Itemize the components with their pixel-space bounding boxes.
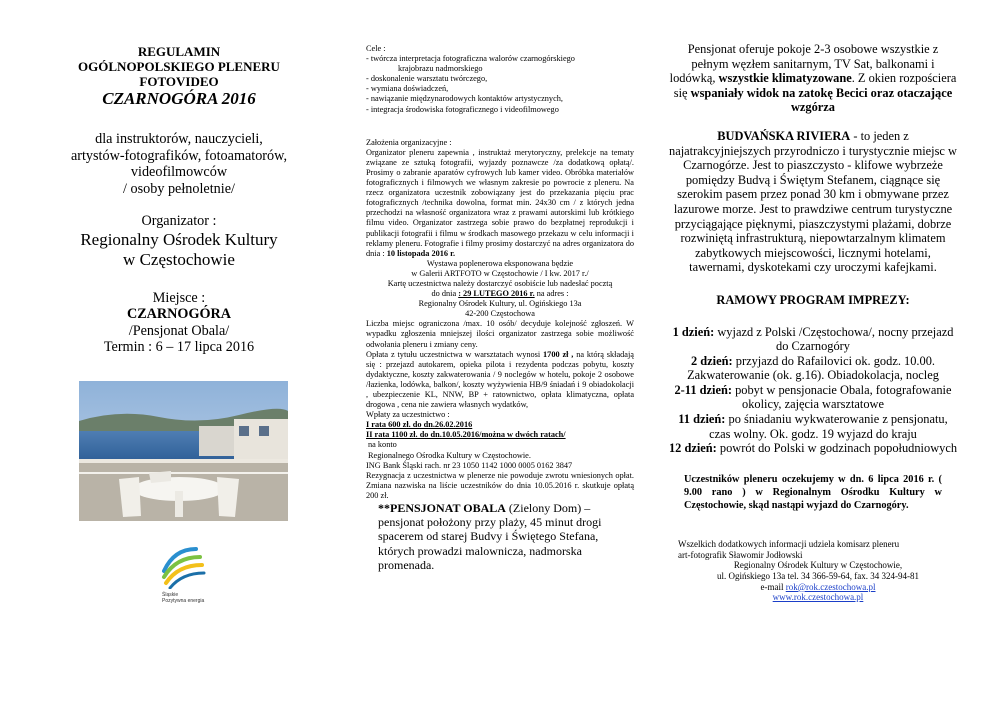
program-day: [668, 325, 958, 354]
day-label: 2 dzień:: [691, 353, 733, 368]
goals-label: Cele :: [366, 44, 386, 53]
contact-line-1: Wszelkich dodatkowych informacji udziela komisarz pleneru: [678, 538, 900, 549]
program-day: [668, 412, 958, 441]
org-text: [366, 148, 634, 259]
rooms-text-c: . Z okien rozpościera się: [673, 71, 957, 100]
org-deadline: 10 listopada 2016 r.: [386, 248, 456, 258]
goal-item: - wymiana doświadczeń,: [366, 84, 449, 94]
account-line-3: ING Bank Śląski rach. nr 23 1050 1142 1000 0005 0162 3847: [366, 460, 573, 470]
fee-pre: Opłata z tytułu uczestnictwa w warsztatach wynosi: [366, 349, 541, 359]
meeting-info: Uczestników pleneru oczekujemy w dn. 6 lipca 2016 r. ( 9.00 rano ) w Regionalnym Ośrodku Kultury w Częstochowie, skąd nastąpi wyjazd do Czarnogóry.: [684, 473, 942, 511]
fee-amount: 1700 zł ,: [543, 349, 574, 359]
account-line-1: na konto: [368, 440, 397, 450]
day-text: powrót do Polski w godzinach popołudniowych: [719, 441, 958, 456]
day-text: pobyt w pensjonacie Obala, fotografowanie okolicy, zajęcia warsztatowe: [735, 382, 952, 412]
day-text: przyjazd do Rafailovici ok. godz. 10.00. Zakwaterowanie (ok. g.16). Obiadokolacja, nocleg: [687, 353, 939, 383]
title-line-1: REGULAMIN: [137, 44, 221, 59]
day-label: 1 dzień:: [672, 324, 715, 339]
website-link[interactable]: www.rok.czestochowa.pl: [772, 592, 864, 603]
exhibit-line-1: Wystawa poplenerowa eksponowana będzie: [426, 258, 574, 268]
rooms-ac: wszystkie klimatyzowane: [718, 71, 852, 86]
title-line-3: FOTOVIDEO: [139, 74, 219, 89]
card-line-2: [366, 289, 634, 299]
logo-caption: [162, 592, 222, 604]
goals-list: [366, 54, 634, 115]
email-link[interactable]: rok@rok.czestochowa.pl: [785, 581, 876, 592]
program-day: [668, 383, 958, 412]
organizer-line: w Częstochowie: [123, 249, 235, 269]
goal-item: - integracja środowiska fotograficznego i videofilmowego: [366, 104, 559, 114]
goal-item: - nawiązanie międzynarodowych kontaktów artystycznych,: [366, 94, 563, 104]
logo-text-region: Śląskie: [162, 592, 179, 598]
payments-label: Wpłaty za uczestnictwo :: [366, 410, 450, 420]
program-day: [668, 441, 958, 456]
address-line-1: Regionalny Ośrodek Kultury, ul. Ogińskiego 13a: [418, 299, 582, 309]
email-label: e-mail: [760, 581, 784, 592]
term: Termin : 6 – 17 lipca 2016: [103, 339, 255, 355]
rooms-text: [668, 42, 958, 115]
audience-line: / osoby pełnoletnie/: [123, 180, 235, 197]
day-text: po śniadaniu wykwaterowanie z pensjonatu, czas wolny. Ok. godz. 19 wyjazd do kraju: [709, 412, 948, 441]
card-pre: do dnia: [431, 289, 457, 299]
program-day: [668, 354, 958, 383]
goal-text-cont: krajobrazu nadmorskiego: [398, 64, 483, 74]
riviera-name: BUDVAŃSKA RIVIERA: [717, 128, 851, 143]
rooms-text-a: Pensjonat oferuje pokoje 2-3 osobowe wszystkie z pełnym węzłem sanitarnym, TV Sat, balkonami i lodówką,: [669, 42, 939, 86]
rules-column: [366, 44, 634, 572]
pension-name: **PENSJONAT OBALA: [378, 501, 506, 516]
pension-description: [366, 501, 634, 572]
card-deadline: : 29 LUTEGO 2016 r.: [458, 289, 535, 299]
event-name: CZARNOGÓRA 2016: [102, 89, 256, 108]
contact-website-line: [678, 592, 958, 603]
contact-info: [668, 539, 958, 603]
audience-line: dla instruktorów, nauczycieli,: [95, 131, 263, 147]
slaskie-logo: [160, 543, 206, 613]
day-label: 2-11 dzień:: [674, 382, 732, 397]
rate-2: II rata 1100 zł. do dn.10.05.2016/można w dwóch ratach/: [366, 430, 566, 440]
organizer-line: Regionalny Ośrodek Kultury: [80, 229, 278, 249]
info-column: [668, 42, 958, 603]
day-label: 12 dzień:: [668, 441, 717, 456]
title-column: [48, 0, 310, 356]
audience-line: videofilmowców: [130, 164, 228, 180]
fee-text: [366, 350, 634, 411]
goal-item: [366, 54, 634, 74]
rate-1: I rata 600 zł. do dn.26.02.2016: [366, 420, 473, 430]
audience-line: artystów-fotografików, fotoamatorów,: [70, 147, 288, 164]
account-line-2: Regionalnego Ośrodka Kultury w Częstochowie.: [368, 450, 531, 460]
audience: [48, 131, 310, 197]
limit-text: Liczba miejsc ograniczona /max. 10 osób/ decyduje kolejność zgłoszeń. W wypadku zgłoszenia mniejszej ilości organizator zastrzega sobie możliwość odwołania pleneru i zmiany ceny.: [366, 319, 634, 349]
goal-text: - twórcza interpretacja fotograficzna walorów czarnogórskiego: [366, 54, 575, 64]
program-title: RAMOWY PROGRAM IMPREZY:: [716, 292, 910, 307]
resign-text: Rezygnacja z uczestnictwa w plenerze nie powoduje zwrotu wniesionych opłat. Zmiana nazwiska na liście uczestników do dnia 10.05.2016 r. skutkuje opłatą 200 zł.: [366, 470, 634, 500]
org-label: Założenia organizacyjne :: [366, 137, 452, 147]
contact-line-4: ul. Ogińskiego 13a tel. 34 366-59-64, fax. 34 324-94-81: [717, 570, 919, 581]
card-line-1: Kartę uczestnictwa należy dostarczyć osobiście lub nadesłać pocztą: [387, 278, 613, 288]
place-name: CZARNOGÓRA: [126, 306, 232, 322]
program-list: [668, 325, 958, 456]
goal-item: - doskonalenie warsztatu twórczego,: [366, 74, 488, 84]
exhibit-line-2: w Galerii ARTFOTO w Częstochowie / I kw. 2017 r./: [411, 268, 589, 278]
place-detail: /Pensjonat Obala/: [128, 322, 230, 339]
contact-line-3: Regionalny Ośrodek Kultury w Częstochowie,: [733, 560, 903, 571]
riviera-text: [668, 129, 958, 275]
document-title: [48, 44, 310, 89]
card-post: na adres :: [536, 289, 569, 299]
pension-terrace-photo: [79, 381, 288, 521]
logo-text-slogan: Pozytywna energia: [162, 598, 205, 604]
rooms-view: wspaniały widok na zatokę Becici oraz otaczające wzgórza: [690, 85, 953, 115]
organizer-name: [48, 230, 310, 270]
place-label: Miejsce :: [152, 289, 206, 306]
org-text-body: Organizator pleneru zapewnia , instruktaż merytoryczny, prelekcje na tematy związane ze sztuką fotografii, wyjazdy poznawcze /za dodatkową opłatą/. Prosimy o zabranie aparatów cyfrowych lub kamer video. Obróbka materiałów fotograficznych i filmowych we własnym zakresie po powrocie z pleneru. Na rzecz organizatora uczestnik zobowiązany jest do przekazania pięciu prac fotograficznych /technika dowolna, format min. 24x30 cm / z których jedna przechodzi na własność organizatora wraz z prawami autorskimi lub krótkiego filmu video. Organizator zastrzega sobie prawo do bezpłatnej reprodukcji i publikacji fotografii i filmu w środkach masowego przekazu w celu informacji i reklamy pleneru. Fotografie i filmy prosimy dostarczyć na adres organizatora do dnia :: [366, 147, 634, 258]
organizer-label: Organizator :: [141, 213, 217, 229]
day-label: 11 dzień:: [678, 412, 726, 427]
pension-subtitle: (Zielony Dom) –: [508, 501, 591, 516]
address-line-2: 42-200 Częstochowa: [465, 309, 535, 319]
contact-line-2: art-fotografik Sławomir Jodłowski: [678, 549, 803, 560]
pension-text: pensjonat położony przy plaży, 45 minut drogi spacerem od starej Budvy i Świętego Stefana, których prowadzi malownicza, nadmorska promenada.: [378, 515, 602, 572]
riviera-description: - to jeden z najatrakcyjniejszych przyrodniczo i turystycznie miejsc w Czarnogórze. Jest to piaszczysto - klifowe wybrzeże pomiędzy Budvą i Świętym Stefanem, ciągnące się szerokim pasem przez ponad 30 km i obmywane przez lazurowe morze. Jest to prawdziwe centrum turystyczne przyciągające pięknymi, piaszczystymi plażami, dobrze rozwiniętą infrastrukturą, niepowtarzalnym klimatem zabytkowych miejscowości, licznymi hotelami, tawernami, dyskotekami czy uroczymi kafejkami.: [669, 128, 957, 275]
fee-details: na którą składają się : przejazd autokarem, opieka pilota i rezydenta podczas pobytu, koszty dydaktyczne, koszty zakwaterowania / 9 noclegów w hotelu, pokoje 2 osobowe /łazienka, lodówka, balkon/, koszty wyżywienia HB/9 śniadań i 9 obiadokolacji , ubezpieczenie KL, NNW, BP + ratownictwo, opłata klimatyczna, opłata drogowa , cena nie zawiera własnych wydatków,: [366, 349, 634, 410]
contact-email-line: [678, 582, 958, 593]
title-line-2: OGÓLNOPOLSKIEGO PLENERU: [78, 59, 280, 74]
day-text: wyjazd z Polski /Częstochowa/, nocny przejazd do Czarnogóry: [717, 324, 954, 354]
